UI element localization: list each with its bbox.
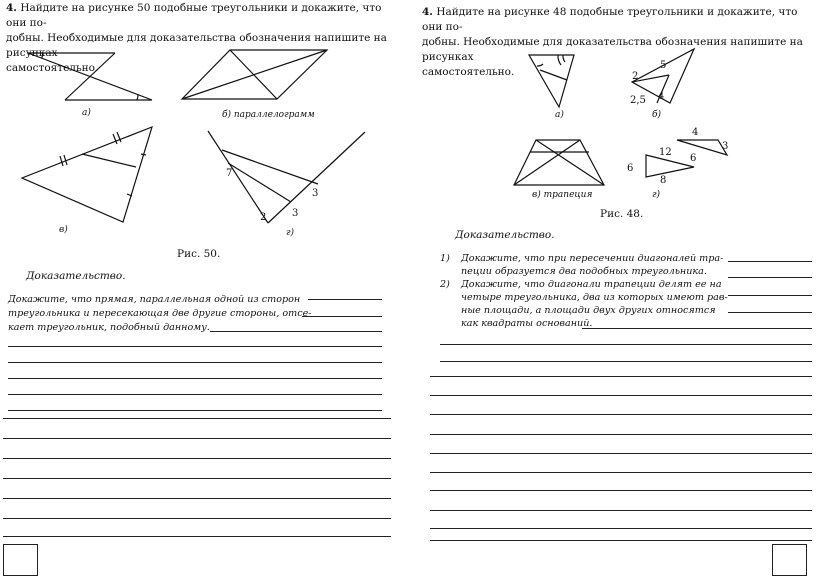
writing-line — [210, 331, 382, 332]
writing-line — [430, 414, 812, 415]
caption-b: б) — [652, 110, 662, 120]
task-line: добны. Необходимые для доказательства обозначения напишите на рисунках — [422, 36, 803, 63]
left-page — [0, 0, 404, 574]
item-line: Докажите, что при пересечении диагоналей тра- — [461, 253, 724, 264]
figure-g-number: 3 — [722, 141, 729, 152]
statement-line: кает треугольник, подобный данному. — [8, 322, 210, 333]
writing-line — [430, 472, 812, 473]
writing-line — [8, 362, 382, 363]
writing-line — [3, 518, 391, 519]
task-line: добны. Необходимые для доказательства обозначения напишите на рисунках — [6, 32, 387, 59]
figure-a — [25, 50, 155, 108]
caption-g: г) — [286, 228, 295, 238]
writing-line — [582, 328, 812, 329]
figure-b-number: 4 — [658, 91, 665, 102]
caption-a: а) — [555, 110, 564, 120]
caption-b: б) параллелограмм — [222, 110, 315, 120]
writing-line — [3, 458, 391, 459]
writing-line — [728, 261, 812, 262]
writing-line — [8, 410, 382, 411]
writing-line — [440, 344, 812, 345]
task-line: Найдите на рисунке 50 подобные треугольники и докажите, что они по- — [6, 2, 382, 29]
figure-b — [624, 45, 696, 107]
task-number: 4. — [6, 2, 17, 14]
writing-line — [308, 299, 382, 300]
writing-line — [440, 361, 812, 362]
figure-g-number: 7 — [226, 168, 233, 179]
task-text — [422, 5, 814, 80]
item-line: четыре треугольника, два из которых имеют рав- — [461, 292, 728, 303]
writing-line — [430, 490, 812, 491]
figure-title: Рис. 50. — [177, 248, 221, 260]
figure-g-number: 8 — [660, 175, 667, 186]
figure-g-number: 3 — [292, 208, 299, 219]
writing-line — [430, 510, 812, 511]
item-line: как квадраты оснований. — [461, 318, 593, 329]
statement-line: треугольника и пересекающая две другие стороны, отсе- — [8, 308, 312, 319]
item-number: 2) — [440, 279, 450, 290]
figure-b-number: 5 — [660, 60, 667, 71]
task-line: самостоятельно. — [6, 62, 99, 74]
figure-g-number: 6 — [627, 163, 634, 174]
task-line: Найдите на рисунке 48 подобные треугольники и докажите, что они по- — [422, 6, 798, 33]
figure-g — [200, 128, 375, 240]
item-number: 1) — [440, 253, 450, 264]
writing-line — [430, 453, 812, 454]
writing-line — [8, 346, 382, 347]
writing-line — [8, 394, 382, 395]
figure-g-number: 12 — [659, 147, 672, 158]
corner-box — [3, 544, 38, 576]
caption-g: г) — [652, 190, 661, 200]
proof-label: Доказательство. — [455, 229, 555, 241]
figure-b-number: 2,5 — [630, 95, 646, 106]
figure-b-number: 2 — [632, 71, 639, 82]
writing-line — [728, 295, 812, 296]
proof-label: Доказательство. — [26, 270, 126, 282]
figure-b — [180, 48, 330, 103]
figure-g-number: 4 — [692, 127, 699, 138]
writing-line — [430, 540, 812, 541]
writing-line — [3, 438, 391, 439]
writing-line — [8, 378, 382, 379]
figure-g-number: 6 — [690, 153, 697, 164]
writing-line — [430, 395, 812, 396]
figure-a — [527, 52, 577, 110]
writing-line — [430, 376, 812, 377]
writing-line — [728, 277, 812, 278]
caption-v: в) — [59, 225, 68, 235]
caption-v: в) трапеция — [532, 190, 593, 200]
writing-line — [3, 498, 391, 499]
writing-line — [728, 312, 812, 313]
figure-title: Рис. 48. — [600, 208, 644, 220]
writing-line — [302, 316, 382, 317]
figure-g-number: 3 — [312, 188, 319, 199]
writing-line — [3, 478, 391, 479]
caption-a: а) — [82, 108, 91, 118]
writing-line — [3, 536, 391, 537]
item-line: ные площади, а площади двух других относятся — [461, 305, 716, 316]
writing-line — [3, 418, 391, 419]
right-page — [412, 0, 816, 574]
figure-v — [512, 138, 607, 188]
writing-line — [430, 528, 812, 529]
item-line: Докажите, что диагонали трапеции делят ее на — [461, 279, 722, 290]
figure-g — [622, 125, 732, 190]
task-number: 4. — [422, 6, 433, 18]
item-line: пеции образуется два подобных треугольника. — [461, 266, 707, 277]
figure-v — [20, 125, 160, 225]
statement-line: Докажите, что прямая, параллельная одной из сторон — [8, 294, 301, 305]
task-line: самостоятельно. — [422, 66, 515, 78]
writing-line — [430, 434, 812, 435]
corner-box — [772, 544, 807, 576]
figure-g-number: 2 — [260, 212, 267, 223]
